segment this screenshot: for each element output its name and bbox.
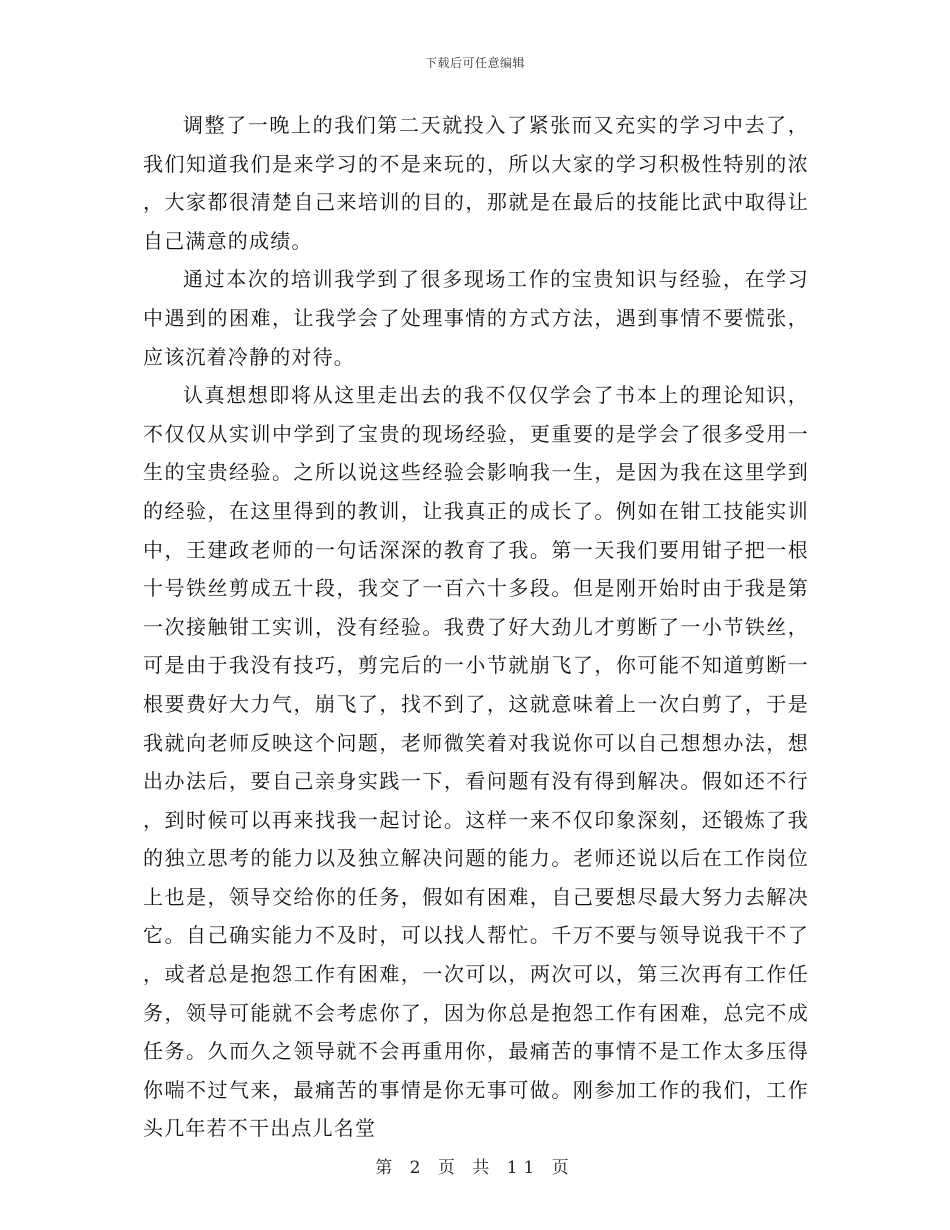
body-text <box>143 106 809 1148</box>
page-header: 下载后可任意编辑 <box>424 56 525 70</box>
paragraph-3: 认真想想即将从这里走出去的我不仅仅学会了书本上的理论知识，不仅仅从实训中学到了宝贵的现场经验，更重要的是学会了很多受用一生的宝贵经验。之所以说这些经验会影响我一生，是因为我在这里学到的经验，在这里得到的教训，让我真正的成长了。例如在钳工技能实训中，王建政老师的一句话深深的教育了我。第一天我们要用钳子把一根十号铁丝剪成五十段，我交了一百六十多段。但是刚开始时由于我是第一次接触钳工实训，没有经验。我费了好大劲儿才剪断了一小节铁丝，可是由于我没有技巧，剪完后的一小节就崩飞了，你可能不知道剪断一根要费好大力气，崩飞了，找不到了，这就意味着上一次白剪了，于是我就向老师反映这个问题，老师微笑着对我说你可以自己想想办法，想出办法后，要自己亲身实践一下，看问题有没有得到解决。假如还不行，到时候可以再来找我一起讨论。这样一来不仅印象深刻，还锻炼了我的独立思考的能力以及独立解决问题的能力。老师还说以后在工作岗位上也是，领导交给你的任务，假如有困难，自己要想尽最大努力去解决它。自己确实能力不及时，可以找人帮忙。千万不要与领导说我干不了，或者总是抱怨工作有困难，一次可以，两次可以，第三次再有工作任务，领导可能就不会考虑你了，因为你总是抱怨工作有困难，总完不成任务。久而久之领导就不会再重用你，最痛苦的事情不是工作太多压得你喘不过气来，最痛苦的事情是你无事可做。刚参加工作的我们，工作头几年若不干出点儿名堂 <box>143 383 809 1141</box>
paragraph-2: 通过本次的培训我学到了很多现场工作的宝贵知识与经验，在学习中遇到的困难，让我学会了处理事情的方式方法，遇到事情不要慌张，应该沉着冷静的对待。 <box>143 267 809 369</box>
page-footer: 第 2 页 共 11 页 <box>375 1158 575 1178</box>
paragraph-1: 调整了一晚上的我们第二天就投入了紧张而又充实的学习中去了，我们知道我们是来学习的不是来玩的，所以大家的学习积极性特别的浓，大家都很清楚自己来培训的目的，那就是在最后的技能比武中取得让自己满意的成绩。 <box>143 113 809 253</box>
